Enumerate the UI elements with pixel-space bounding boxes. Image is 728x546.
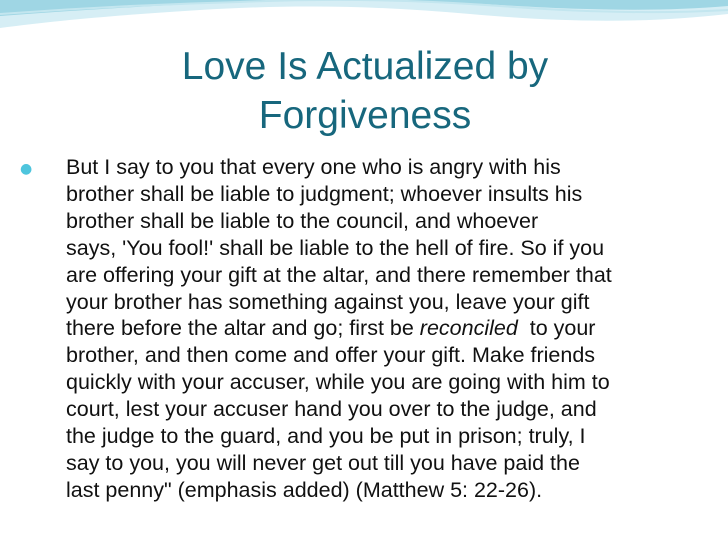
body-line-text: there before the altar and go; first be — [66, 316, 420, 341]
title-line-2: Forgiveness — [258, 94, 472, 137]
body-line: quickly with your accuser, while you are going with him to — [66, 370, 610, 395]
body-line-text: to your — [517, 316, 596, 341]
emphasized-word: reconciled — [419, 316, 518, 341]
body-line: court, lest your accuser hand you over to the judge, and — [66, 397, 597, 422]
body-line: say to you, you will never get out till you have paid the — [66, 450, 580, 475]
body-line — [66, 315, 716, 342]
body-line: brother, and then come and offer your gift. Make friends — [66, 343, 596, 368]
body-line: But I say to you that every one who is angry with his — [66, 155, 561, 179]
body-line: says, 'You fool!' shall be liable to the hell of fire. So if you — [66, 235, 605, 260]
bullet-paragraph — [66, 154, 716, 504]
body-line: are offering your gift at the altar, and there remember that — [66, 262, 612, 287]
body-line: last penny" (emphasis added) (Matthew 5: 22-26). — [66, 477, 543, 502]
slide-title — [110, 42, 620, 140]
body-line: brother shall be liable to the council, and whoever — [66, 208, 539, 233]
body-line: brother shall be liable to judgment; whoever insults his — [66, 181, 583, 206]
body-line: your brother has something against you, leave your gift — [66, 289, 590, 314]
title-line-1: Love Is Actualized by — [181, 45, 549, 88]
body-line: the judge to the guard, and you be put in prison; truly, I — [66, 424, 586, 449]
bullet-icon: ● — [20, 161, 33, 177]
